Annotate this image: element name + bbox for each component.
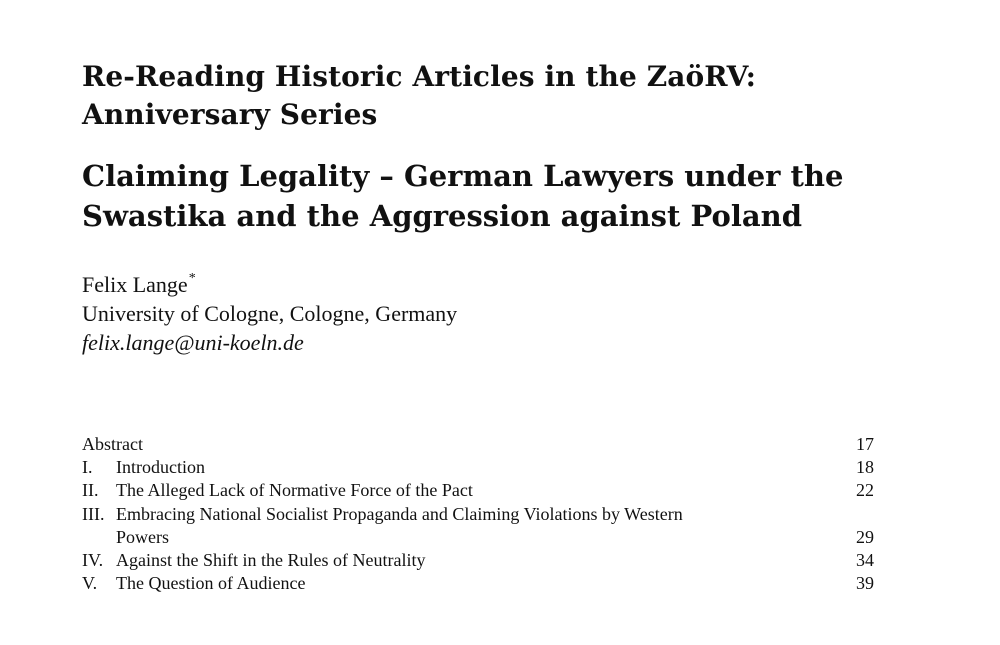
author-email[interactable]: felix.lange@uni-koeln.de — [82, 330, 304, 355]
article-title-line-2: Swastika and the Aggression against Poland — [82, 199, 802, 233]
toc-page-number: 29 — [856, 526, 874, 547]
article-title-line-1: Claiming Legality – German Lawyers under the — [82, 159, 844, 193]
series-title-line-2: Anniversary Series — [82, 98, 378, 131]
toc-section-number: V. — [82, 573, 98, 594]
toc-section-number: II. — [82, 480, 99, 501]
toc-section-number: III. — [82, 503, 105, 524]
toc-section-title: Against the Shift in the Rules of Neutrality — [116, 550, 426, 571]
toc-row-propaganda-line-2 — [82, 526, 874, 549]
toc-row-propaganda[interactable] — [82, 503, 874, 549]
table-of-contents — [82, 433, 874, 595]
toc-section-number: IV. — [82, 550, 104, 571]
toc-page-number: 22 — [856, 480, 874, 501]
author-block — [82, 270, 882, 357]
toc-row-neutrality[interactable] — [82, 549, 874, 572]
series-title-line-1: Re-Reading Historic Articles in the ZaöRV: — [82, 60, 757, 93]
toc-section-title: The Alleged Lack of Normative Force of the Pact — [116, 480, 473, 501]
toc-section-number: I. — [82, 457, 93, 478]
toc-row-propaganda-line-1 — [82, 503, 874, 526]
toc-section-title-continued: Powers — [116, 526, 169, 547]
author-name: Felix Lange — [82, 272, 188, 297]
toc-page-number: 17 — [856, 434, 874, 454]
toc-section-title: The Question of Audience — [116, 573, 306, 594]
article-title — [82, 156, 882, 236]
toc-section-title: Embracing National Socialist Propaganda and Claiming Violations by Western — [116, 503, 683, 524]
article-header — [82, 58, 882, 357]
toc-row-abstract[interactable] — [82, 433, 874, 456]
toc-abstract-label: Abstract — [82, 434, 143, 454]
toc-page-number: 34 — [856, 550, 874, 571]
footnote-mark[interactable]: * — [188, 271, 196, 286]
toc-page-number: 18 — [856, 457, 874, 478]
toc-row-audience[interactable] — [82, 572, 874, 595]
toc-indent — [82, 526, 116, 549]
author-affiliation: University of Cologne, Cologne, Germany — [82, 301, 458, 326]
toc-section-title: Introduction — [116, 457, 205, 478]
toc-page-number: 39 — [856, 573, 874, 594]
toc-row-introduction[interactable] — [82, 456, 874, 479]
author-name-line — [82, 270, 882, 299]
series-title — [82, 58, 882, 134]
toc-row-normative-force[interactable] — [82, 479, 874, 502]
